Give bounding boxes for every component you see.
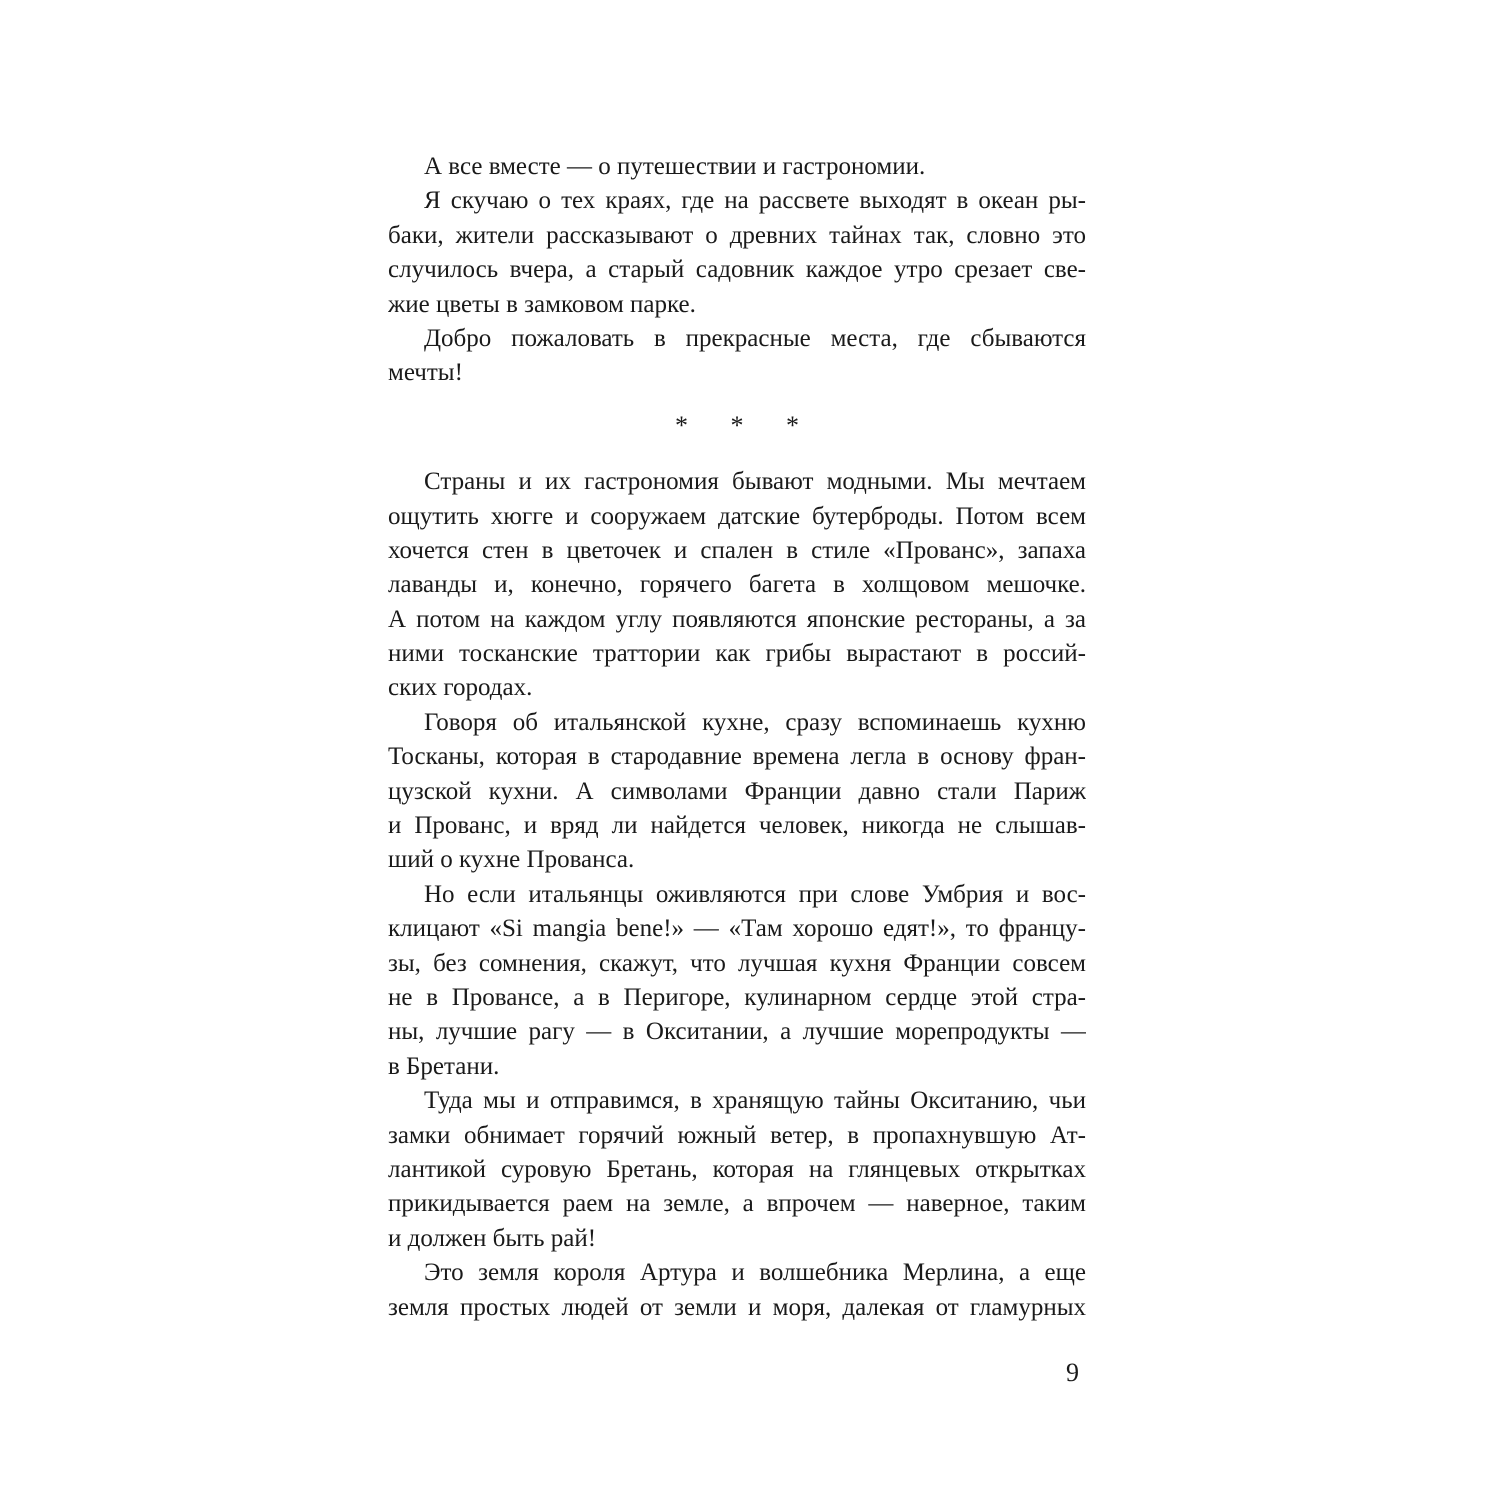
text-line: Тосканы, которая в стародавние времена легла в основу фран- <box>388 743 1086 771</box>
text-line: Туда мы и отправимся, в хранящую тайны Окситанию, чьи <box>424 1087 1086 1115</box>
text-line: Добро пожаловать в прекрасные места, где сбываются <box>424 324 1086 352</box>
text-line: А все вместе — о путешествии и гастрономии. <box>424 153 926 180</box>
text-line: цузской кухни. А символами Франции давно стали Париж <box>388 777 1086 805</box>
text-line: Я скучаю о тех краях, где на рассвете выходят в океан ры- <box>424 187 1086 215</box>
bottom-text-block <box>388 465 1086 1325</box>
page-body <box>388 150 1086 1325</box>
text-line: и Прованс, и вряд ли найдется человек, никогда не слышав- <box>388 812 1086 840</box>
text-line: зы, без сомнения, скажут, что лучшая кухня Франции совсем <box>388 949 1086 977</box>
text-line: и должен быть рай! <box>388 1224 597 1252</box>
top-text-block <box>388 150 1086 391</box>
text-line: ны, лучшие рагу — в Окситании, а лучшие морепродукты — <box>388 1018 1086 1046</box>
text-line: замки обнимает горячий южный ветер, в пропахнувшую Ат- <box>388 1121 1086 1149</box>
text-line: лантикой суровую Бретань, которая на глянцевых открытках <box>388 1155 1086 1183</box>
text-line: ских городах. <box>388 674 533 702</box>
text-line: хочется стен в цветочек и спален в стиле «Прованс», запаха <box>388 536 1086 564</box>
text-line: баки, жители рассказывают о древних тайнах так, словно это <box>388 221 1086 249</box>
text-line: Страны и их гастрономия бывают модными. Мы мечтаем <box>424 468 1086 496</box>
text-line: клицают «Si mangia bene!» — «Там хорошо едят!», то францу- <box>388 915 1086 943</box>
text-line: случилось вчера, а старый садовник каждое утро срезает све- <box>388 256 1086 284</box>
text-line: Но если итальянцы оживляются при слове Умбрия и вос- <box>424 880 1086 908</box>
text-line: лаванды и, конечно, горячего багета в холщовом мешочке. <box>388 571 1086 599</box>
text-line: А потом на каждом углу появляются японские рестораны, а за <box>388 605 1086 633</box>
text-line: Это земля короля Артура и волшебника Мерлина, а еще <box>424 1259 1086 1287</box>
text-line: жие цветы в замковом парке. <box>388 290 696 318</box>
text-line: прикидывается раем на земле, а впрочем — наверное, таким <box>388 1190 1086 1218</box>
page-number: 9 <box>1066 1358 1079 1387</box>
text-line: не в Провансе, а в Перигоре, кулинарном сердце этой стра- <box>388 983 1086 1011</box>
text-line: ощутить хюгге и сооружаем датские бутерброды. Потом всем <box>388 502 1086 530</box>
text-line: ший о кухне Прованса. <box>388 846 635 874</box>
text-line: ними тосканские траттории как грибы вырастают в россий- <box>388 640 1086 668</box>
text-line: в Бретани. <box>388 1052 500 1080</box>
text-line: Говоря об итальянской кухне, сразу вспоминаешь кухню <box>424 708 1086 736</box>
text-line: земля простых людей от земли и моря, далекая от гламурных <box>388 1293 1086 1321</box>
text-line: мечты! <box>388 359 463 387</box>
section-divider: * * * <box>675 410 817 440</box>
